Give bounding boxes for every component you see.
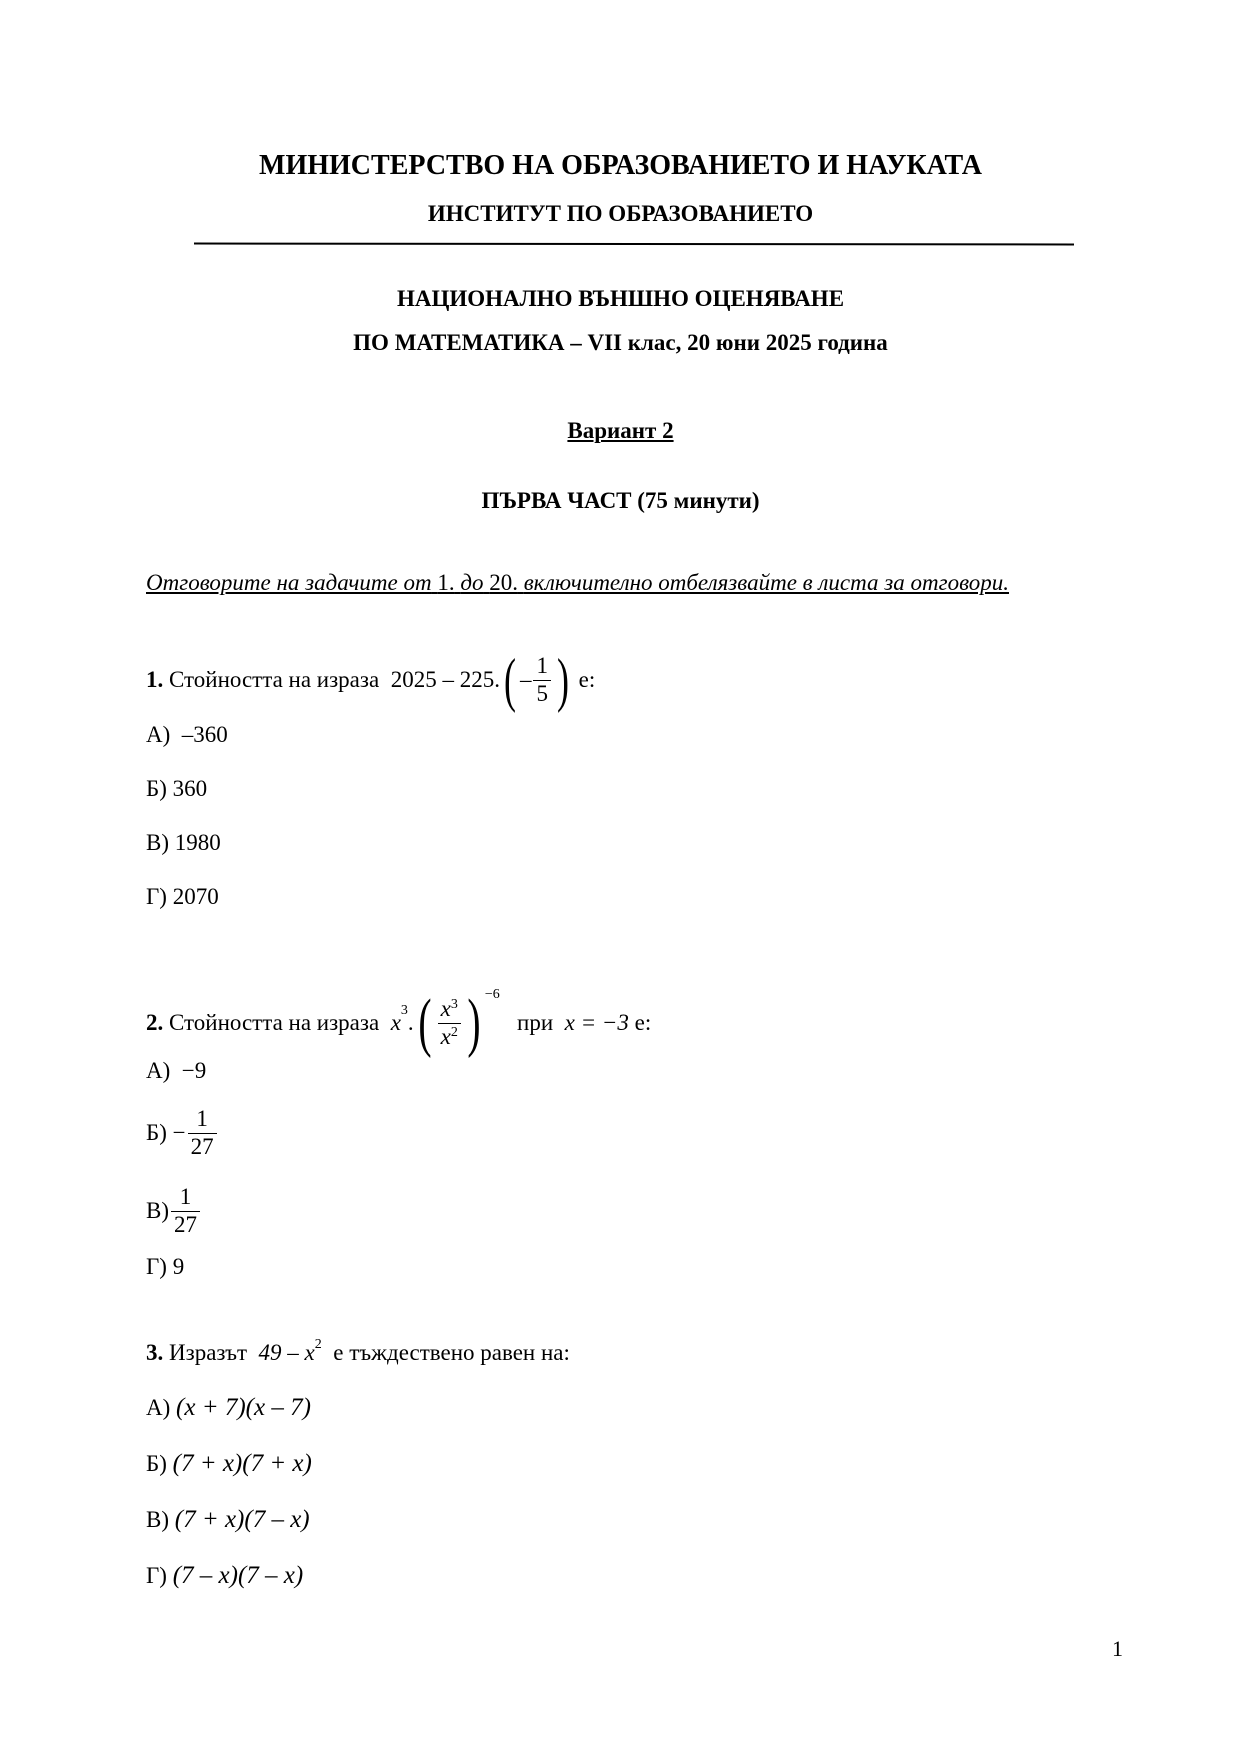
q3-option-a-label: А): [146, 1395, 171, 1420]
q1-option-d: [146, 884, 219, 910]
q1-option-a-value: –360: [181, 722, 228, 747]
q2-option-b-minus: −: [172, 1120, 186, 1145]
q1-left-paren: (: [503, 647, 516, 713]
q2-option-c: [146, 1178, 202, 1244]
q2-cond: x = −3: [564, 1010, 629, 1035]
q1-text: Стойността на израза: [169, 667, 380, 692]
q1-option-b-label: Б): [146, 776, 167, 801]
q2-option-a: [146, 1058, 206, 1084]
exam-title-line1: НАЦИОНАЛНО ВЪНШНО ОЦЕНЯВАНЕ: [396, 286, 845, 311]
header-divider: [194, 243, 1074, 246]
q2-option-b-den: 27: [190, 1133, 214, 1159]
q3-option-c-label: В): [146, 1507, 169, 1532]
q3-option-b: [146, 1450, 312, 1478]
q3-option-b-value: (7 + x)(7 + x): [172, 1450, 312, 1477]
q1-option-b: [146, 776, 207, 802]
q3-option-c-value: (7 + x)(7 – x): [174, 1506, 310, 1533]
q3-number: 3.: [146, 1340, 164, 1365]
q1-option-c: [146, 830, 221, 856]
variant-text: Вариант 2: [567, 418, 674, 443]
instructions-part3: включително отбелязвайте в листа за отговори.: [523, 570, 1010, 595]
q2-option-c-fraction: [171, 1184, 200, 1238]
q2-number: 2.: [146, 1010, 164, 1035]
q1-option-d-value: 2070: [172, 884, 219, 909]
q2-option-d-label: Г): [146, 1254, 167, 1279]
q2-num-var: x: [440, 996, 451, 1022]
q1-expr-prefix: 2025 – 225.: [390, 667, 500, 692]
q1-fraction: [533, 653, 551, 707]
q2-text: Стойността на израза: [169, 1010, 380, 1035]
q2-option-a-value: −9: [181, 1058, 207, 1083]
q1-option-c-value: 1980: [174, 830, 221, 855]
q1-minus: –: [519, 667, 532, 692]
institute-title: ИНСТИТУТ ПО ОБРАЗОВАНИЕТО: [427, 201, 814, 226]
q1-option-c-label: В): [146, 830, 169, 855]
q2-base: x: [390, 1010, 401, 1035]
q2-at: при: [517, 1010, 554, 1035]
q1-suffix: е:: [578, 667, 596, 692]
question-1: [146, 647, 596, 713]
q2-frac-den: [438, 1024, 461, 1050]
ministry-title: МИНИСТЕРСТВО НА ОБРАЗОВАНИЕТО И НАУКАТА: [259, 150, 982, 181]
q2-option-d-value: 9: [172, 1254, 185, 1279]
q3-option-c: [146, 1506, 310, 1534]
q2-frac-num: [438, 996, 461, 1023]
q2-option-a-label: А): [146, 1058, 171, 1083]
q1-number: 1.: [146, 667, 164, 692]
q2-option-b-fraction: [188, 1106, 217, 1160]
instructions-n2: 20.: [489, 570, 518, 595]
q1-frac-den: 5: [536, 680, 548, 706]
q1-option-a: [146, 722, 228, 748]
instructions-part2: до: [460, 570, 484, 595]
q2-right-paren: ): [467, 986, 481, 1059]
instructions-part1: Отговорите на задачите от: [146, 570, 432, 595]
instructions: [146, 570, 1009, 596]
q2-option-b: [146, 1100, 219, 1166]
question-2: [146, 988, 651, 1058]
q1-right-paren: ): [556, 647, 569, 713]
q2-den-exp: 2: [450, 1024, 458, 1040]
q3-option-d-label: Г): [146, 1563, 167, 1588]
q2-num-exp: 3: [450, 997, 458, 1013]
page-number: 1: [1112, 1636, 1123, 1661]
q2-option-b-num: 1: [188, 1106, 217, 1133]
q1-frac-num: 1: [533, 653, 551, 680]
q2-suffix: е:: [634, 1010, 652, 1035]
instructions-n1: 1.: [437, 570, 455, 595]
exam-title-line2: ПО МАТЕМАТИКА – VII клас, 20 юни 2025 година: [353, 330, 888, 355]
q2-option-c-num: 1: [171, 1184, 200, 1211]
q3-option-d-value: (7 – x)(7 – x): [172, 1562, 304, 1589]
q1-option-b-value: 360: [172, 776, 208, 801]
q3-option-a-value: (x + 7)(x – 7): [176, 1394, 311, 1421]
q2-den-var: x: [440, 1023, 451, 1049]
q3-option-d: [146, 1562, 303, 1590]
q2-outer-exp: −6: [484, 987, 500, 1002]
q2-fraction: [438, 996, 461, 1050]
q2-left-paren: (: [418, 986, 432, 1059]
question-3: [146, 1337, 570, 1366]
q3-text: Изразът: [169, 1340, 248, 1365]
q2-dot: .: [407, 1010, 414, 1035]
q2-option-b-label: Б): [146, 1120, 167, 1145]
q1-option-a-label: А): [146, 722, 171, 747]
q2-option-c-den: 27: [174, 1211, 197, 1237]
part-title: ПЪРВА ЧАСТ (75 минути): [481, 488, 760, 513]
q3-expr-exp: 2: [314, 1337, 322, 1352]
q2-option-c-label: В): [146, 1198, 169, 1223]
q3-expr: 49 – x: [258, 1340, 315, 1365]
q3-suffix: е тъждествено равен на:: [333, 1340, 570, 1365]
q3-option-a: [146, 1394, 311, 1422]
variant-label: [0, 418, 1241, 444]
q1-option-d-label: Г): [146, 884, 167, 909]
q2-base-exp: 3: [400, 1003, 408, 1018]
q2-option-d: [146, 1254, 184, 1280]
q3-option-b-label: Б): [146, 1451, 167, 1476]
